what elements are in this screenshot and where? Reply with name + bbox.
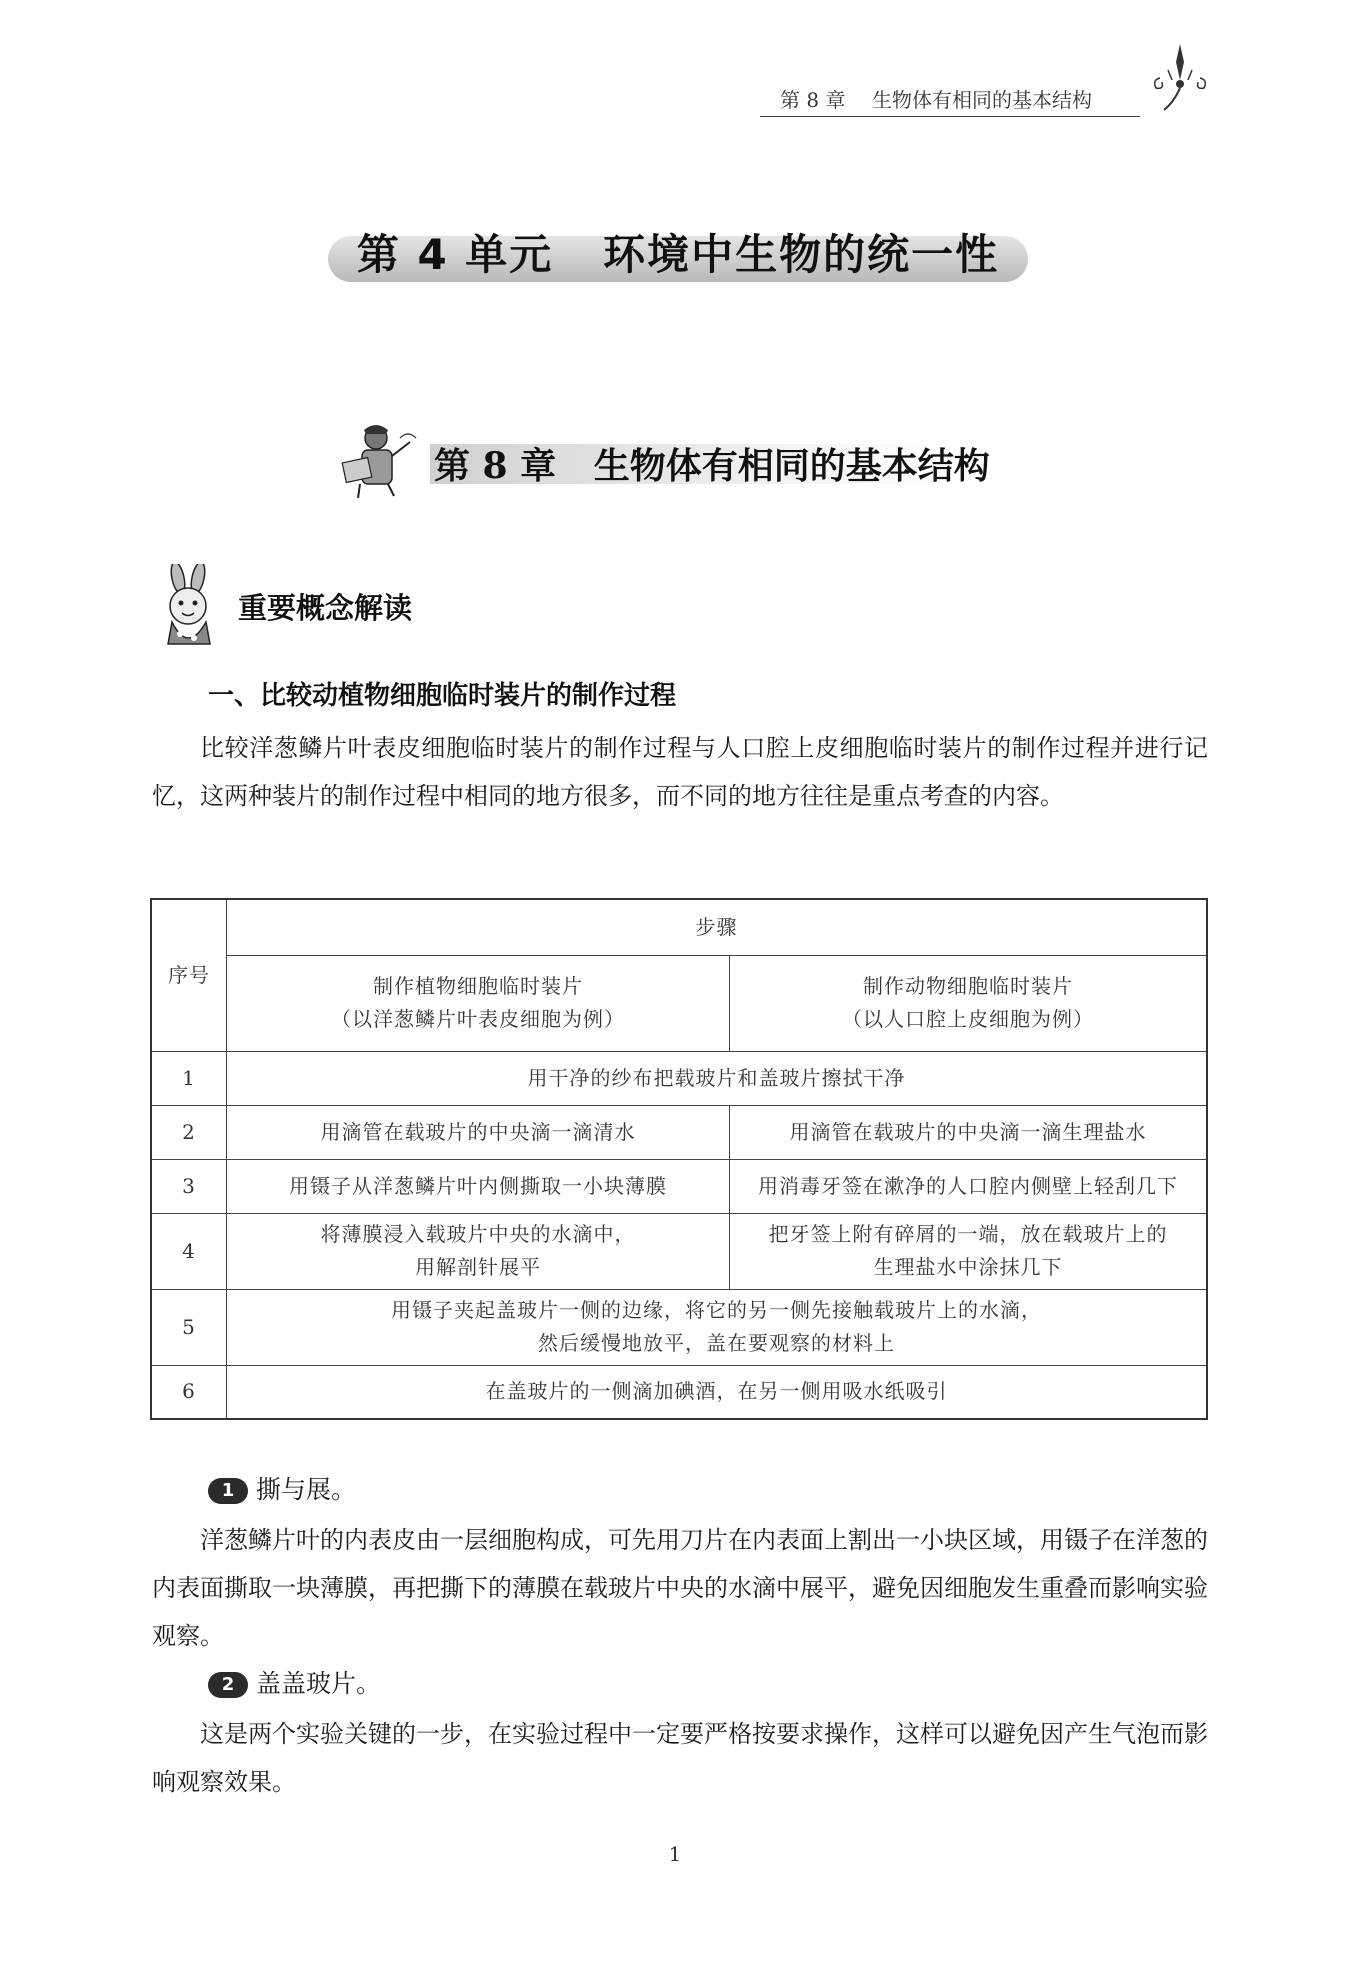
animal-step-cell xyxy=(730,1213,1208,1289)
running-header-chapter: 第 8 章 xyxy=(780,88,846,112)
running-header-title: 生物体有相同的基本结构 xyxy=(872,88,1092,112)
plant-step-cell-line: 用滴管在载玻片的中央滴一滴清水 xyxy=(320,1119,636,1144)
table-subheader-row xyxy=(151,955,1207,1051)
plant-step-cell xyxy=(227,1213,730,1289)
point-number-badge: 2 xyxy=(208,1672,248,1698)
seq-cell: 6 xyxy=(151,1365,227,1419)
seq-cell: 1 xyxy=(151,1051,227,1105)
seq-cell: 5 xyxy=(151,1289,227,1365)
shared-step-cell-line: 用干净的纱布把载玻片和盖玻片擦拭干净 xyxy=(527,1065,906,1090)
shared-step-cell xyxy=(227,1289,1208,1365)
table-row xyxy=(151,1159,1207,1213)
seq-cell: 2 xyxy=(151,1105,227,1159)
steps-header-cell: 步骤 xyxy=(227,899,1208,955)
table-row xyxy=(151,1289,1207,1365)
point-title: 盖盖玻片。 xyxy=(256,1669,382,1698)
animal-header-line: 制作动物细胞临时装片 xyxy=(863,974,1073,998)
table-row xyxy=(151,1051,1207,1105)
point-title: 撕与展。 xyxy=(256,1475,357,1504)
plant-step-cell xyxy=(227,1159,730,1213)
point-1-heading xyxy=(208,1470,356,1506)
animal-step-cell-line: 生理盐水中涂抹几下 xyxy=(873,1255,1063,1279)
table-row xyxy=(151,1213,1207,1289)
point-2-heading xyxy=(208,1664,381,1700)
animal-step-cell-line: 用消毒牙签在漱净的人口腔内侧壁上轻刮几下 xyxy=(758,1173,1178,1198)
plant-step-cell-line: 将薄膜浸入载玻片中央的水滴中， xyxy=(320,1222,636,1246)
seq-header-cell: 序号 xyxy=(151,899,227,1051)
point-1-paragraph: 洋葱鳞片叶的内表皮由一层细胞构成，可先用刀片在内表面上割出一小块区域，用镊子在洋葱的内表面撕取一块薄膜，再把撕下的薄膜在载玻片中央的水滴中展平，避免因细胞发生重叠而影响实验观察。 xyxy=(152,1526,1208,1650)
concept-heading-block xyxy=(150,564,550,654)
animal-step-cell xyxy=(730,1159,1208,1213)
teacher-mascot-icon xyxy=(330,420,430,500)
section-heading: 一、比较动植物细胞临时装片的制作过程 xyxy=(208,681,677,711)
plant-step-cell-line: 用镊子从洋葱鳞片叶内侧撕取一小块薄膜 xyxy=(289,1173,667,1198)
shared-step-cell xyxy=(227,1365,1208,1419)
plant-header-line: （以洋葱鳞片叶表皮细胞为例） xyxy=(331,1007,625,1031)
shared-step-cell-line: 然后缓慢地放平，盖在要观察的材料上 xyxy=(538,1331,895,1355)
unit-title: 第 4 单元 环境中生物的统一性 xyxy=(356,230,1000,279)
plant-step-cell-line: 用解剖针展平 xyxy=(415,1255,541,1279)
shared-step-cell-line: 用镊子夹起盖玻片一侧的边缘，将它的另一侧先接触载玻片上的水滴， xyxy=(391,1298,1042,1322)
plant-step-cell xyxy=(227,1105,730,1159)
steps-comparison-table xyxy=(150,898,1208,1420)
animal-step-cell xyxy=(730,1105,1208,1159)
flower-ornament-icon xyxy=(1150,40,1220,120)
chapter-title-block xyxy=(330,420,1050,500)
seq-cell: 3 xyxy=(151,1159,227,1213)
concept-heading: 重要概念解读 xyxy=(238,591,413,625)
plant-header-line: 制作植物细胞临时装片 xyxy=(373,974,583,998)
intro-paragraph: 比较洋葱鳞片叶表皮细胞临时装片的制作过程与人口腔上皮细胞临时装片的制作过程并进行记忆，这两种装片的制作过程中相同的地方很多，而不同的地方往往是重点考查的内容。 xyxy=(152,734,1208,810)
chapter-title: 第 8 章 生物体有相同的基本结构 xyxy=(434,445,990,487)
animal-header-line: （以人口腔上皮细胞为例） xyxy=(842,1007,1094,1031)
point-2-paragraph: 这是两个实验关键的一步，在实验过程中一定要严格按要求操作，这样可以避免因产生气泡而影响观察效果。 xyxy=(152,1720,1208,1796)
shared-step-cell-line: 在盖玻片的一侧滴加碘酒，在另一侧用吸水纸吸引 xyxy=(485,1379,948,1404)
animal-step-cell-line: 把牙签上附有碎屑的一端，放在载玻片上的 xyxy=(768,1222,1168,1246)
unit-title-block xyxy=(328,222,1028,284)
table-row xyxy=(151,1105,1207,1159)
point-number-badge: 1 xyxy=(208,1478,248,1504)
seq-cell: 4 xyxy=(151,1213,227,1289)
animal-header-cell xyxy=(730,955,1208,1051)
page-number: 1 xyxy=(668,1842,682,1866)
plant-header-cell xyxy=(227,955,730,1051)
shared-step-cell xyxy=(227,1051,1208,1105)
rabbit-mascot-icon xyxy=(150,564,230,654)
animal-step-cell-line: 用滴管在载玻片的中央滴一滴生理盐水 xyxy=(789,1119,1147,1144)
table-header-row xyxy=(151,899,1207,955)
table-row xyxy=(151,1365,1207,1419)
running-header xyxy=(760,84,1140,117)
